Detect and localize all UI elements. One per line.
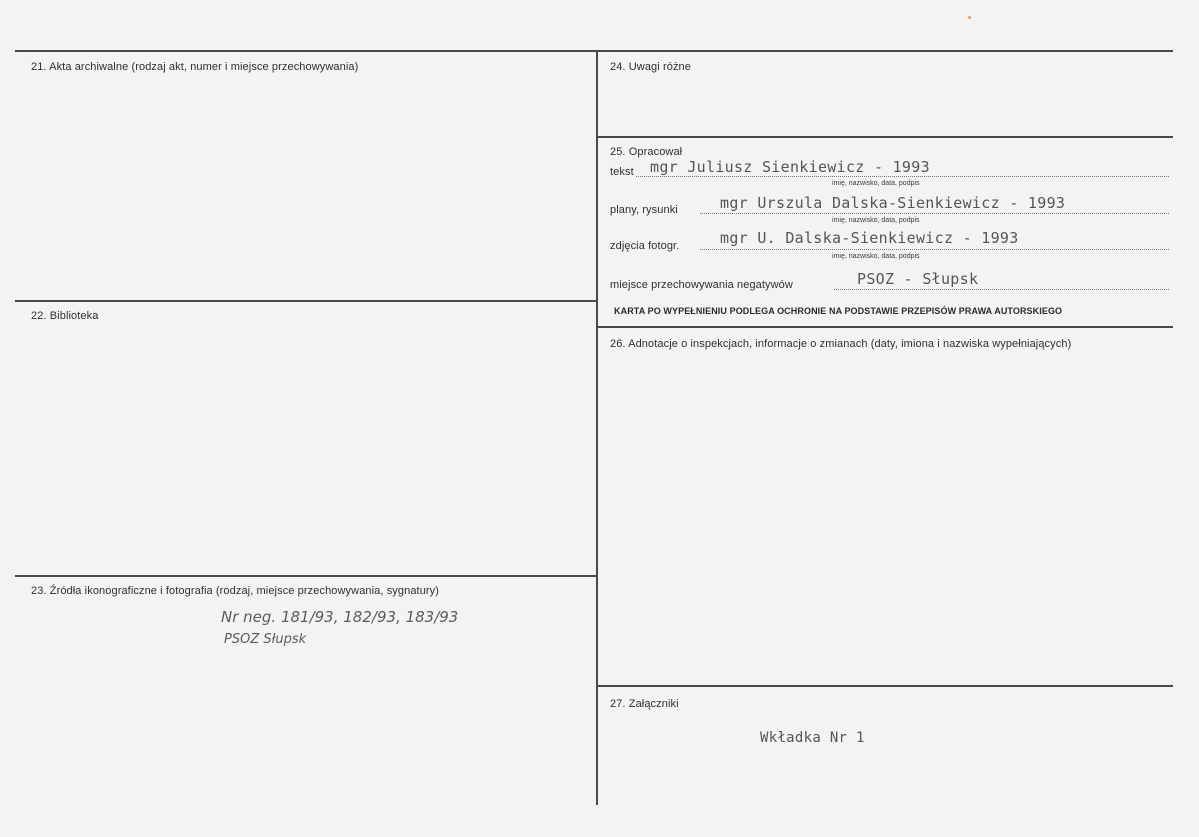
plany-sig-caption: imię, nazwisko, data, podpis [832,217,920,224]
section-22-label: 22. Biblioteka [31,310,99,322]
psoz-slupsk-handwritten: PSOZ Słupsk [224,632,307,647]
rule-22-23 [15,575,598,577]
rule-25-26 [597,326,1173,328]
tekst-sig-caption: imię, nazwisko, data, podpis [832,180,920,187]
negatywy-dotted-line [834,289,1169,290]
zdjecia-value: mgr U. Dalska-Sienkiewicz - 1993 [720,229,1019,247]
section-25-label: 25. Opracował [610,146,683,158]
attachment-value: Wkładka Nr 1 [760,730,865,746]
rule-21-22 [15,300,598,302]
plany-label: plany, rysunki [610,204,678,216]
zdjecia-dotted-line [700,249,1169,250]
zdjecia-sig-caption: imię, nazwisko, data, podpis [832,253,920,260]
negatywy-label: miejsce przechowywania negatywów [610,279,793,291]
center-divider [596,50,598,805]
top-rule [15,50,1173,52]
paper-speck [968,16,971,19]
rule-24-25 [597,136,1173,138]
tekst-value: mgr Juliusz Sienkiewicz - 1993 [650,158,930,176]
copyright-notice: KARTA PO WYPEŁNIENIU PODLEGA OCHRONIE NA PODSTAWIE PRZEPISÓW PRAWA AUTORSKIEGO [614,306,1063,316]
section-21-label: 21. Akta archiwalne (rodzaj akt, numer i miejsce przechowywania) [31,61,359,73]
rule-26-27 [597,685,1173,687]
plany-dotted-line [700,213,1169,214]
negatywy-value: PSOZ - Słupsk [857,270,979,288]
section-27-label: 27. Załączniki [610,698,679,710]
tekst-dotted-line [636,176,1169,177]
zdjecia-label: zdjęcia fotogr. [610,240,680,252]
section-24-label: 24. Uwagi różne [610,61,691,73]
section-26-label: 26. Adnotacje o inspekcjach, informacje o zmianach (daty, imiona i nazwiska wypełniających) [610,338,1072,350]
plany-value: mgr Urszula Dalska-Sienkiewicz - 1993 [720,194,1066,212]
section-23-label: 23. Źródła ikonograficzne i fotografia (rodzaj, miejsce przechowywania, sygnatury) [31,585,440,597]
tekst-label: tekst [610,166,634,178]
negative-numbers-handwritten: Nr neg. 181/93, 182/93, 183/93 [221,608,459,626]
